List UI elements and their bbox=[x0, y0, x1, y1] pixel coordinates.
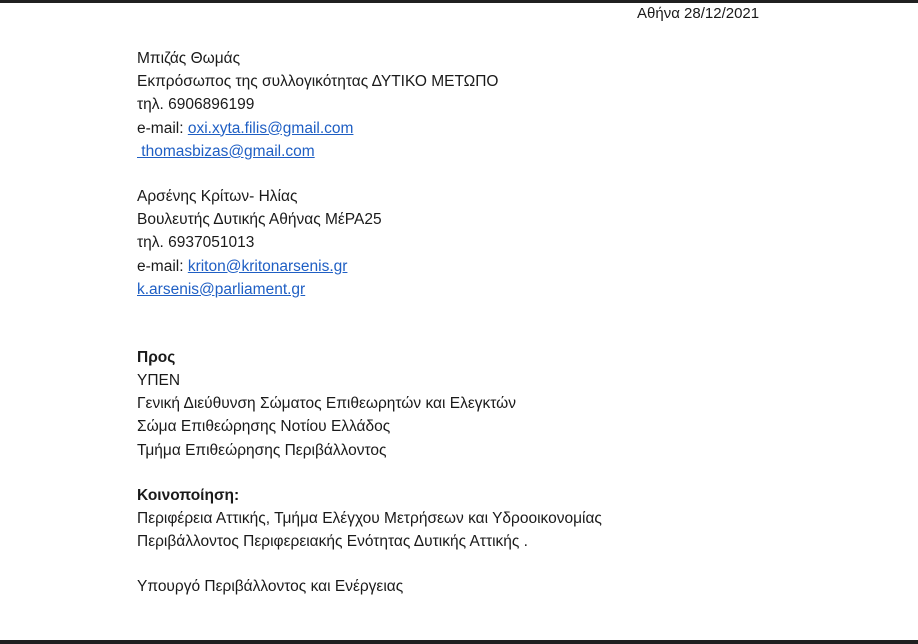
recipient-line: Γενική Διεύθυνση Σώματος Επιθεωρητών και Ελεγκτών bbox=[137, 395, 516, 413]
spacer bbox=[137, 462, 897, 484]
cc-ministry: Υπουργό Περιβάλλοντος και Ενέργειας bbox=[137, 578, 404, 596]
cc-block bbox=[137, 484, 897, 554]
top-border bbox=[0, 0, 918, 3]
letter-body bbox=[137, 47, 897, 599]
recipient-heading: Προς bbox=[137, 348, 176, 366]
sender2-email-line bbox=[137, 255, 897, 278]
recipient-line: ΥΠΕΝ bbox=[137, 372, 181, 390]
sender1-phone: τηλ. 6906896199 bbox=[137, 96, 255, 114]
sender2-email1-link[interactable]: kriton@kritonarsenis.gr bbox=[187, 257, 348, 275]
bottom-border bbox=[0, 640, 918, 644]
email-label: e-mail: bbox=[137, 119, 188, 137]
sender1-email-line bbox=[137, 117, 897, 140]
sender-block-1 bbox=[137, 47, 897, 163]
sender2-email2-line bbox=[137, 278, 897, 301]
sender-block-2 bbox=[137, 185, 897, 301]
sender2-name: Αρσένης Κρίτων- Ηλίας bbox=[137, 187, 298, 205]
sender1-email1-link[interactable]: oxi.xyta.filis@gmail.com bbox=[187, 119, 354, 137]
document-date: Αθήνα 28/12/2021 bbox=[637, 5, 760, 22]
recipient-line: Σώμα Επιθεώρησης Νοτίου Ελλάδος bbox=[137, 418, 391, 436]
sender2-email2-link[interactable]: k.arsenis@parliament.gr bbox=[137, 280, 306, 298]
email-label: e-mail: bbox=[137, 257, 188, 275]
cc-heading: Κοινοποίηση: bbox=[137, 486, 240, 504]
recipient-line: Τμήμα Επιθεώρησης Περιβάλλοντος bbox=[137, 441, 387, 459]
spacer bbox=[137, 163, 897, 185]
sender1-role: Εκπρόσωπος της συλλογικότητας ΔΥΤΙΚΟ ΜΕΤΩΠΟ bbox=[137, 73, 499, 91]
cc-line: Περιφέρεια Αττικής, Τμήμα Ελέγχου Μετρήσεων και Υδροοικονομίας bbox=[137, 510, 602, 527]
sender2-phone: τηλ. 6937051013 bbox=[137, 234, 255, 252]
sender1-email2-link[interactable]: thomasbizas@gmail.com bbox=[137, 142, 315, 160]
sender1-email2-line bbox=[137, 140, 897, 163]
sender2-role: Βουλευτής Δυτικής Αθήνας ΜέΡΑ25 bbox=[137, 211, 382, 229]
recipient-block bbox=[137, 346, 897, 462]
sender1-name: Μπιζάς Θωμάς bbox=[137, 50, 241, 67]
cc-line: Περιβάλλοντος Περιφερειακής Ενότητας Δυτικής Αττικής . bbox=[137, 533, 528, 551]
spacer bbox=[137, 553, 897, 575]
spacer bbox=[137, 301, 897, 346]
